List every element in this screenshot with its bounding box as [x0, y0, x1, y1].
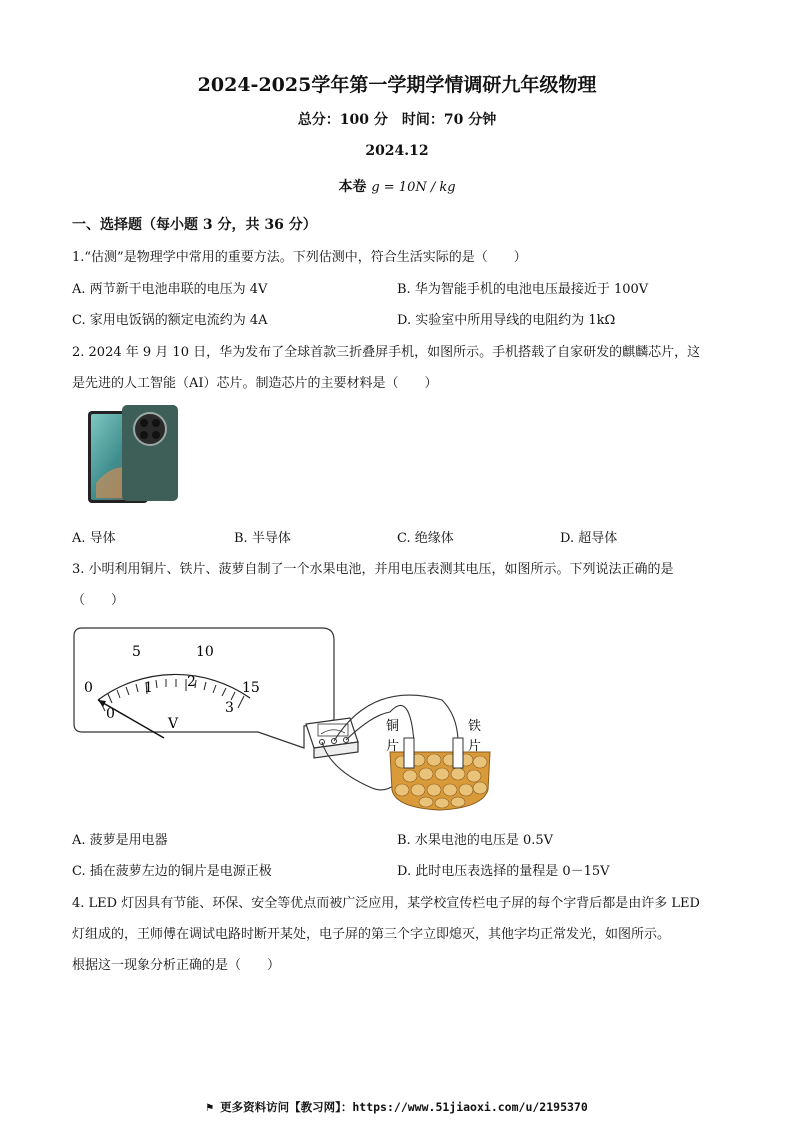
outer-scale-15: 15	[242, 680, 260, 696]
voltmeter-device	[306, 718, 358, 758]
q3-option-b: B. 水果电池的电压是 0.5V	[397, 833, 554, 848]
question-4-stem-line-1: 4. LED 灯因具有节能、环保、安全等优点而被广泛应用，某学校宣传栏电子屏的每个字背后都是由许多 LED	[72, 896, 700, 911]
iron-label-1: 铁	[468, 719, 482, 734]
outer-scale-0: 0	[84, 680, 93, 696]
q1-option-a: A. 两节新干电池串联的电压为 4V	[72, 282, 268, 297]
q1-option-c: C. 家用电饭锅的额定电流约为 4A	[72, 313, 268, 328]
iron-plate	[453, 738, 463, 768]
copper-label-1: 铜	[386, 719, 400, 734]
camera-module	[134, 413, 166, 445]
question-2-stem-line-2: 是先进的人工智能（AI）芯片。制造芯片的主要材料是（ ）	[72, 376, 438, 391]
copper-plate	[404, 738, 414, 768]
question-4-stem-line-3: 根据这一现象分析正确的是（ ）	[72, 958, 281, 973]
gravity-value: g = 10N / kg	[371, 180, 456, 195]
question-4-stem-line-2: 灯组成的，王师傅在调试电路时断开某处，电子屏的第三个字立即熄灭，其他字均正常发光，如图所示。	[72, 927, 671, 942]
outer-scale-5: 5	[132, 644, 141, 660]
q2-option-c: C. 绝缘体	[397, 531, 454, 546]
question-1-stem: 1.“估测”是物理学中常用的重要方法。下列估测中，符合生活实际的是（ ）	[72, 250, 527, 265]
question-3-stem-line-1: 3. 小明利用铜片、铁片、菠萝自制了一个水果电池，并用电压表测其电压，如图所示。下列说法正确的是	[72, 562, 674, 577]
footer-link[interactable]	[0, 1099, 794, 1115]
section-heading: 一、选择题（每小题 3 分，共 36 分）	[72, 217, 317, 233]
gravity-constant	[0, 176, 794, 196]
q2-option-b: B. 半导体	[234, 531, 291, 546]
exam-title: 2024-2025学年第一学期学情调研九年级物理	[197, 74, 597, 96]
flag-icon: ⚑	[206, 1100, 214, 1114]
q3-option-d: D. 此时电压表选择的量程是 0－15V	[397, 864, 610, 879]
fruit-battery-figure	[72, 620, 512, 820]
q1-option-d: D. 实验室中所用导线的电阻约为 1kΩ	[397, 313, 616, 328]
q2-option-d: D. 超导体	[560, 531, 618, 546]
q3-option-c: C. 插在菠萝左边的铜片是电源正极	[72, 864, 272, 879]
footer-text[interactable]: 更多资料访问【教习网】：https://www.51jiaoxi.com/u/2195370	[220, 1100, 588, 1114]
inner-scale-3: 3	[225, 700, 234, 716]
gravity-prefix: 本卷	[338, 179, 367, 195]
folding-phone-figure	[86, 403, 186, 507]
iron-label-2: 片	[468, 739, 482, 754]
inner-scale-2: 2	[187, 674, 196, 690]
q2-option-a: A. 导体	[72, 531, 116, 546]
outer-scale-10: 10	[196, 644, 214, 660]
q1-option-b: B. 华为智能手机的电池电压最接近于 100V	[397, 282, 649, 297]
copper-label-2: 片	[386, 739, 400, 754]
q3-option-a: A. 菠萝是用电器	[72, 833, 168, 848]
meter-unit: V	[168, 716, 179, 732]
score-time: 总分：100 分 时间：70 分钟	[297, 112, 497, 128]
question-3-stem-line-2: （ ）	[72, 593, 125, 608]
inner-scale-0: 0	[106, 706, 115, 722]
exam-date: 2024.12	[365, 143, 429, 159]
inner-scale-1: 1	[144, 680, 153, 696]
question-2-stem-line-1: 2. 2024 年 9 月 10 日，华为发布了全球首款三折叠屏手机，如图所示。手机搭载了自家研发的麒麟芯片，这	[72, 345, 701, 360]
